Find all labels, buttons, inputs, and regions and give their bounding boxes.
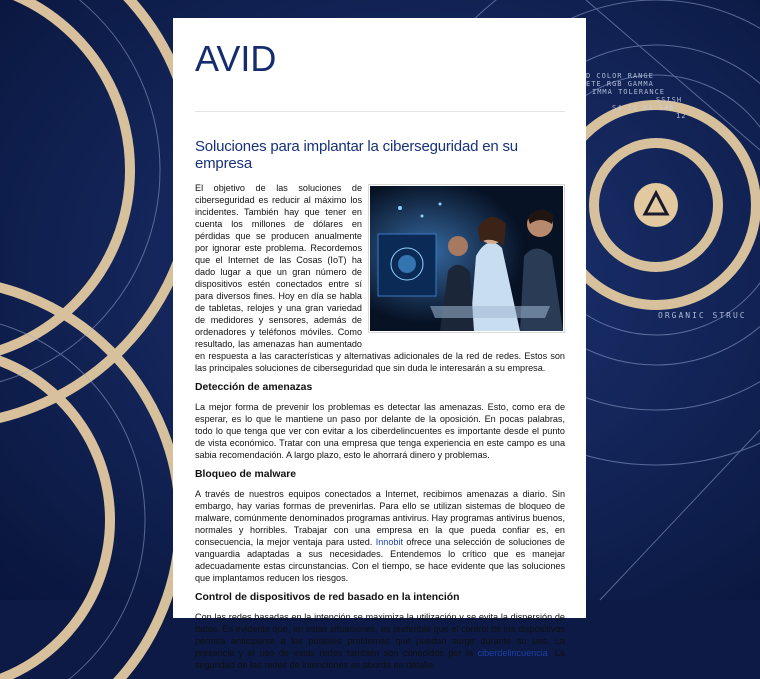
body-text: Con las redes basadas en la intención se maximiza la utilización y se evita la dispersión de datos. Es evidente que, en estas situaciones, es preferible que el control de los dispositivos permita anticiparse a los posibles problemas que puedan surgir durante su uso. La presencia y el uso de estas redes también son conocidos por la [195,612,565,658]
site-title[interactable]: AVID [195,38,277,79]
intro-paragraph: El objetivo de las soluciones de ciberseguridad es reducir al máximo los incidentes. También hay que tener en cuenta los millones de dólares en pérdidas que se producen anualmente por ignorar este problema. Recordemos que el Internet de las Cosas (IoT) ha dado lugar a que un gran número de dispositivos estén conectados entre sí para diversos fines. Hoy en día se habla de tabletas, relojes y una gran variedad de medidores y sensores, además de ordenadores y teléfonos móviles. Como resultado, las amenazas han aumentado en respuesta a las características y alternativas adicionales de la red de redes. Estos son las principales soluciones de ciberseguridad que sin duda le interesarán a su empresa. [195,183,565,373]
section-heading-malware-blocking: Bloqueo de malware [195,469,297,480]
hud-line: IMMA TOLERANCE [592,88,666,96]
section-body-threat-detection: La mejor forma de prevenir los problemas es detectar las amenazas. Esto, como era de esperar, es lo que le mantiene un paso por delante de la oposición. En pocas palabras, todo lo que tenga que ver con evitar a los ciberdelincuentes es importante desde el punto de vista económico. Tratar con una empresa que tenga experiencia en este campo es una sabia recomendación. A largo plazo, esto le ahorrará dinero y problemas. [195,402,565,460]
hud-line: 12 [676,112,687,120]
header-divider [195,111,565,112]
ciberdelincuencia-link[interactable]: ciberdelincuencia [477,648,548,658]
article-title: Soluciones para implantar la ciberseguridad en su empresa [195,138,518,172]
hud-caption: ORGANIC STRUC [658,311,747,320]
article [195,138,565,679]
body-text: ofrece una selección de soluciones de vanguardia adaptadas a sus necesidades. Entendemos lo crítico que es manejar adecuadamente estas circunstancias. Con el tiempo, se hace evidente que las soluciones que implantamos reducen los riesgos. [195,537,565,583]
hud-line: ETE RGB GAMMA [586,80,654,88]
body-text: A través de nuestros equipos conectados a Internet, recibimos amenazas a diario. Sin embargo, hay varias formas de prevenirlas. Para ello se utilizan sistemas de bloqueo de malware, comúnmente denominados programas antivirus. Hay programas antivirus buenos, normales y horribles. Trabajar con una empresa en la que pueda confiar es, en consecuencia, la mejor ventaja para usted. [195,489,565,547]
hero-image [368,184,565,333]
section-heading-threat-detection: Detección de amenazas [195,382,313,393]
hud-line: S4.11 01.S48 [612,104,675,112]
section-body-malware-blocking [195,488,565,584]
hud-text-block [586,72,696,120]
hud-line: D COLOR RANGE [586,72,654,80]
section-body-intent-based-control [195,611,565,671]
hud-line: SSISH [656,96,683,104]
body-text: . La seguridad de las redes de intenciones se aborda en detalle. [195,648,565,670]
team-at-screen-illustration [370,186,563,331]
content-panel [173,18,586,670]
innobit-link[interactable]: Innobit [375,537,403,547]
section-heading-intent-based-control: Control de dispositivos de red basado en la intención [195,592,460,603]
